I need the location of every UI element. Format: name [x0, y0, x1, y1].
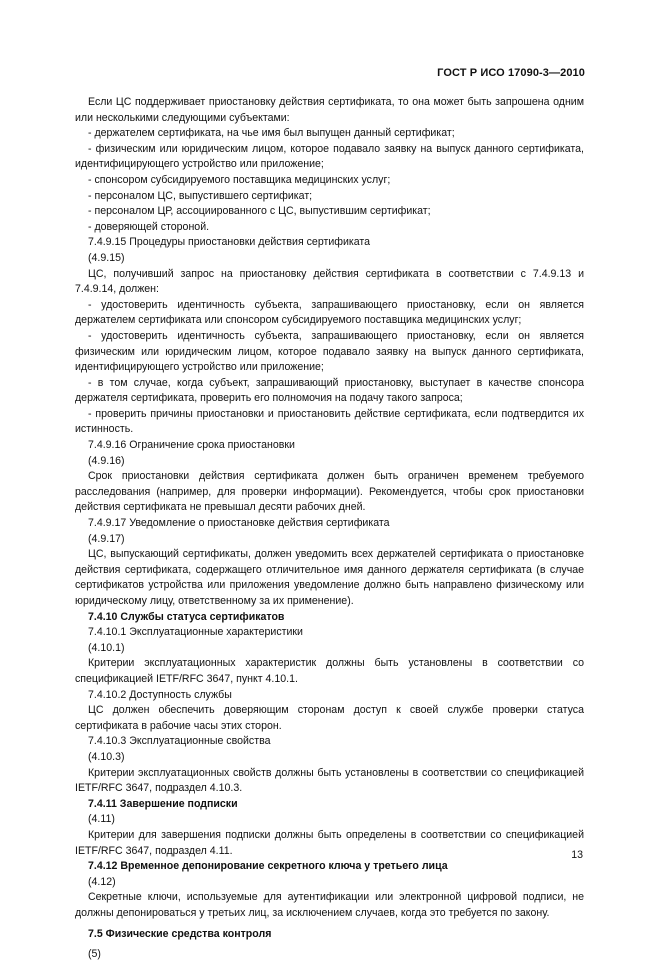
- paragraph: Критерии эксплуатационных характеристик должны быть установлены в соответствии со спецификацией IETF/RFC 3647, пункт 4.10.1.: [75, 657, 584, 685]
- paragraph: (4.9.17): [88, 532, 125, 545]
- paragraph: Критерии эксплуатационных свойств должны быть установлены в соответствии со спецификацией IETF/RFC 3647, подраздел 4.10.3.: [75, 766, 584, 795]
- paragraph: - удостоверить идентичность субъекта, запрашивающего приостановку, если он является держателем сертификата или спонсором субсидируемого поставщика медицинских услуг;: [75, 298, 584, 327]
- paragraph: 7.4.9.16 Ограничение срока приостановки: [88, 439, 295, 452]
- paragraph: - персоналом ЦС, выпустившего сертификат;: [88, 189, 313, 202]
- paragraph: - персоналом ЦР, ассоциированного с ЦС, выпустившим сертификат;: [88, 205, 431, 218]
- paragraph: 7.4.9.15 Процедуры приостановки действия сертификата: [88, 236, 371, 249]
- section-heading: 7.5 Физические средства контроля: [88, 928, 272, 941]
- paragraph: ЦС должен обеспечить доверяющим сторонам доступ к своей службе проверки статуса сертификата в рабочие часы этих сторон.: [75, 704, 584, 732]
- document-header-id: ГОСТ Р ИСО 17090-3—2010: [437, 67, 585, 79]
- paragraph: (4.10.1): [88, 641, 125, 654]
- paragraph: (4.11): [88, 813, 115, 826]
- paragraph: Если ЦС поддерживает приостановку действия сертификата, то она может быть запрошена одним или несколькими следующими субъектами:: [75, 96, 584, 124]
- paragraph: (4.12): [88, 875, 116, 888]
- page-number: 13: [571, 849, 583, 861]
- section-heading: 7.4.11 Завершение подписки: [88, 797, 238, 810]
- paragraph: (4.9.15): [88, 251, 125, 264]
- paragraph: - проверить причины приостановки и приостановить действие сертификата, если подтвердится их истинность.: [75, 407, 584, 436]
- paragraph: ЦС, получивший запрос на приостановку действия сертификата в соответствии с 7.4.9.13 и 7.4.9.14, должен:: [75, 267, 584, 296]
- paragraph: - спонсором субсидируемого поставщика медицинских услуг;: [88, 173, 391, 186]
- document-body: [75, 95, 584, 963]
- paragraph: - удостоверить идентичность субъекта, запрашивающего приостановку, если он является физическим или юридическим лицом, которое подавало заявку на выпуск данного сертификата, идентифицирующего устройство или приложение;: [75, 329, 584, 374]
- section-heading: 7.4.10 Службы статуса сертификатов: [88, 610, 285, 623]
- paragraph: 7.4.10.2 Доступность службы: [88, 688, 232, 701]
- paragraph: - в том случае, когда субъект, запрашивающий приостановку, выступает в качестве спонсора держателя сертификата, проверить его полномочия на подачу такого запроса;: [75, 376, 584, 405]
- paragraph: 7.4.9.17 Уведомление о приостановке действия сертификата: [88, 517, 390, 530]
- paragraph: 7.4.10.3 Эксплуатационные свойства: [88, 735, 271, 748]
- paragraph: - держателем сертификата, на чье имя был выпущен данный сертификат;: [88, 127, 455, 140]
- paragraph: 7.4.10.1 Эксплуатационные характеристики: [88, 626, 303, 639]
- paragraph: Срок приостановки действия сертификата должен быть ограничен временем требуемого расследования (например, для проверки информации). Рекомендуется, чтобы срок приостановки действия сертификата не превышал десяти рабочих дней.: [75, 470, 584, 514]
- paragraph: (4.10.3): [88, 750, 125, 763]
- section-heading: 7.4.12 Временное депонирование секретного ключа у третьего лица: [88, 860, 448, 873]
- paragraph: - доверяющей стороной.: [88, 220, 210, 233]
- paragraph: Секретные ключи, используемые для аутентификации или электронной цифровой подписи, не должны депонироваться у третьих лиц, за исключением случаев, когда это требуется по закону.: [75, 891, 584, 919]
- paragraph: (5): [88, 948, 101, 961]
- paragraph: Критерии для завершения подписки должны быть определены в соответствии со спецификацией IETF/RFC 3647, подраздел 4.11.: [75, 828, 584, 857]
- paragraph: - физическим или юридическим лицом, которое подавало заявку на выпуск данного сертификата, идентифицирующего устройство или приложение;: [75, 142, 584, 171]
- paragraph: ЦС, выпускающий сертификаты, должен уведомить всех держателей сертификата о приостановке действия сертификата, содержащего отличительное имя данного держателя сертификата (в случае сертификатов устройства или приложения уведомление должно быть направлено физическому или юридическому лицу, ответственному за их применение).: [75, 548, 584, 607]
- paragraph: (4.9.16): [88, 454, 125, 467]
